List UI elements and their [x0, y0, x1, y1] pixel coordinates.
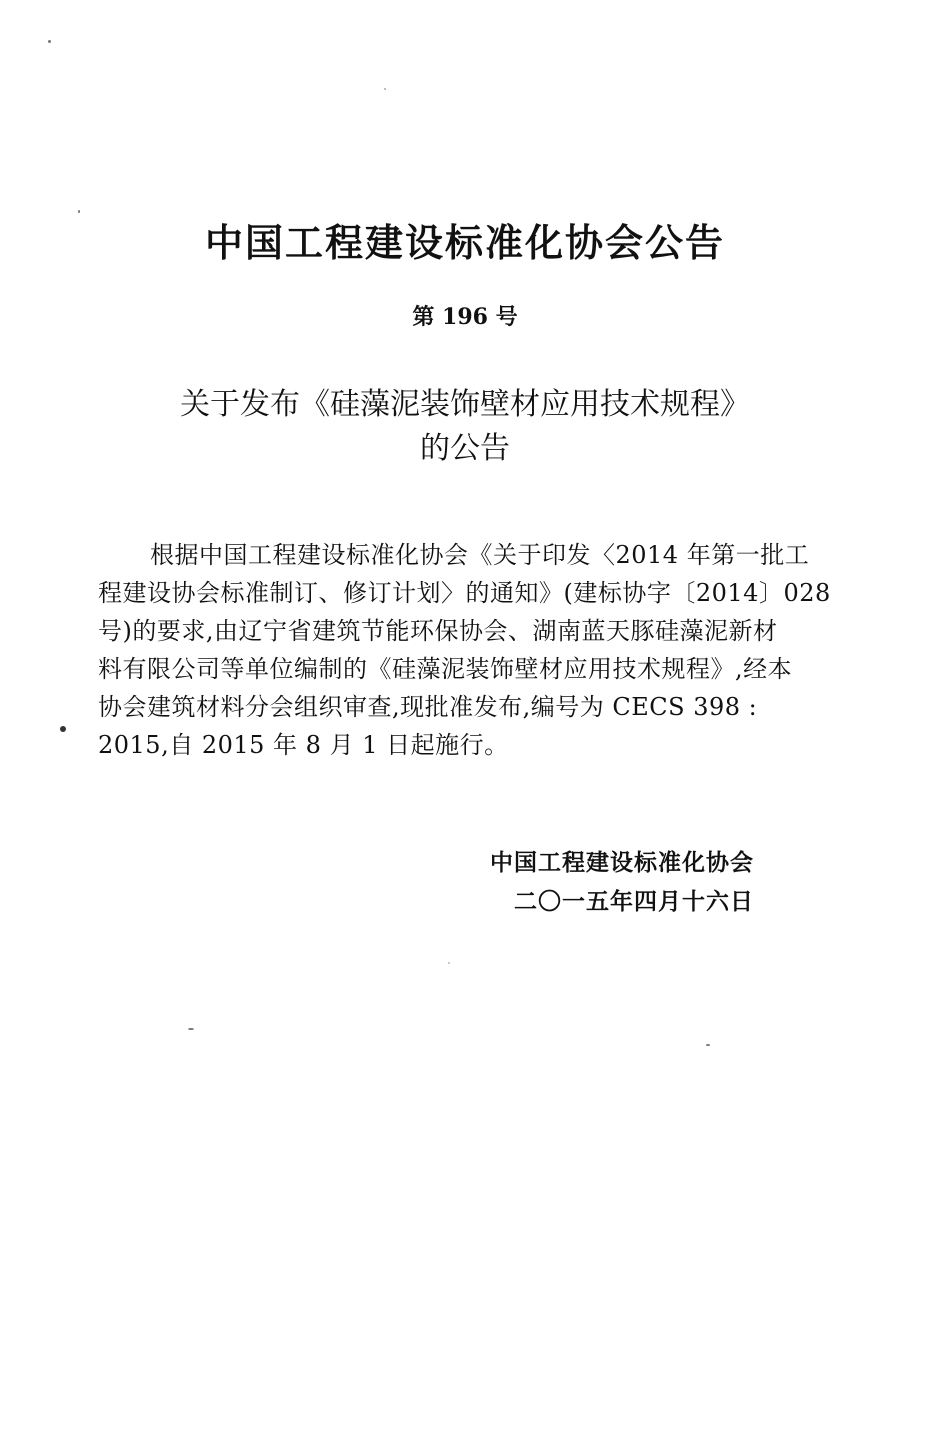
body-line-6: 2015,自 2015 年 8 月 1 日起施行。 — [98, 731, 509, 759]
scan-speck — [188, 1028, 194, 1030]
subtitle-line-2: 的公告 — [420, 431, 510, 466]
body-line-3: 号)的要求,由辽宁省建筑节能环保协会、湖南蓝天豚硅藻泥新材 — [98, 617, 778, 645]
page-title: 中国工程建设标准化协会公告 — [204, 221, 725, 265]
subtitle-line-1: 关于发布《硅藻泥装饰壁材应用技术规程》 — [180, 387, 750, 422]
scan-speck — [48, 40, 51, 43]
scan-speck — [384, 88, 386, 90]
body-line-5: 协会建筑材料分会组织审查,现批准发布,编号为 CECS 398 : — [98, 693, 758, 721]
scan-speck — [706, 1044, 710, 1046]
signature-date: 二〇一五年四月十六日 — [514, 889, 754, 915]
body-line-2: 程建设协会标准制订、修订计划〉的通知》(建标协字〔2014〕028 — [98, 579, 831, 607]
scan-speck — [448, 962, 450, 964]
scan-speck — [78, 210, 80, 213]
scan-speck — [60, 726, 66, 732]
announcement-number: 第 196 号 — [412, 304, 518, 330]
body-line-1: 根据中国工程建设标准化协会《关于印发〈2014 年第一批工 — [150, 541, 810, 569]
body-line-4: 料有限公司等单位编制的《硅藻泥装饰壁材应用技术规程》,经本 — [98, 655, 793, 683]
signature-organization: 中国工程建设标准化协会 — [490, 850, 754, 876]
